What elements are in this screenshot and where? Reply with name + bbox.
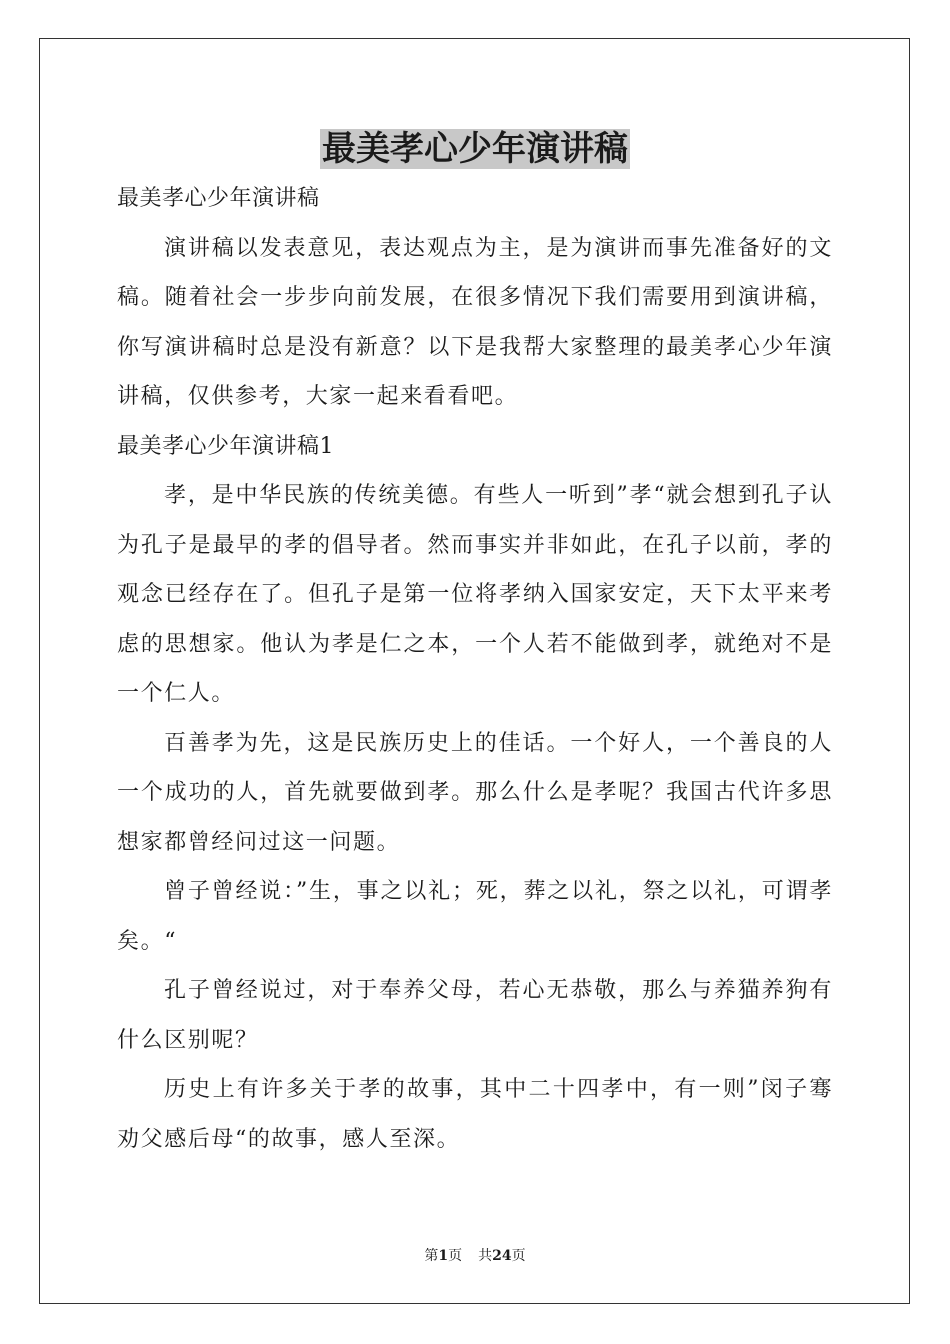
document-title-text: 最美孝心少年演讲稿: [322, 129, 628, 169]
page-number-prefix: 第: [424, 1248, 439, 1264]
body-paragraph: 孔子曾经说过，对于奉养父母，若心无恭敬，那么与养猫养狗有什么区别呢？: [117, 978, 833, 1053]
total-pages: 24: [492, 1248, 512, 1264]
total-pages-prefix: 共: [478, 1248, 493, 1264]
page-number: 1: [438, 1248, 449, 1264]
body-paragraph: 孝，是中华民族的传统美德。有些人一听到”孝“就会想到孔子认为孔子是最早的孝的倡导者。然而事实并非如此，在孔子以前，孝的观念已经存在了。但孔子是第一位将孝纳入国家安定，天下太平来考虑的思想家。他认为孝是仁之本，一个人若不能做到孝，就绝对不是一个仁人。: [117, 483, 833, 706]
page-footer: [0, 1246, 950, 1266]
section-heading: 最美孝心少年演讲稿1: [117, 433, 334, 459]
body-paragraph: 曾子曾经说：”生，事之以礼；死，葬之以礼，祭之以礼，可谓孝矣。“: [117, 879, 833, 954]
total-pages-suffix: 页: [511, 1248, 526, 1264]
body-paragraph: 历史上有许多关于孝的故事，其中二十四孝中，有一则”闵子骞劝父感后母“的故事，感人至深。: [117, 1077, 833, 1152]
document-title: [0, 123, 950, 175]
document-body: [117, 174, 833, 1164]
page-number-suffix: 页: [448, 1248, 463, 1264]
document-subtitle: 最美孝心少年演讲稿: [117, 186, 320, 211]
intro-paragraph: 演讲稿以发表意见，表达观点为主，是为演讲而事先准备好的文稿。随着社会一步步向前发展，在很多情况下我们需要用到演讲稿，你写演讲稿时总是没有新意？以下是我帮大家整理的最美孝心少年演讲稿，仅供参考，大家一起来看看吧。: [117, 235, 833, 409]
body-paragraph: 百善孝为先，这是民族历史上的佳话。一个好人，一个善良的人一个成功的人，首先就要做到孝。那么什么是孝呢？我国古代许多思想家都曾经问过这一问题。: [117, 730, 833, 855]
